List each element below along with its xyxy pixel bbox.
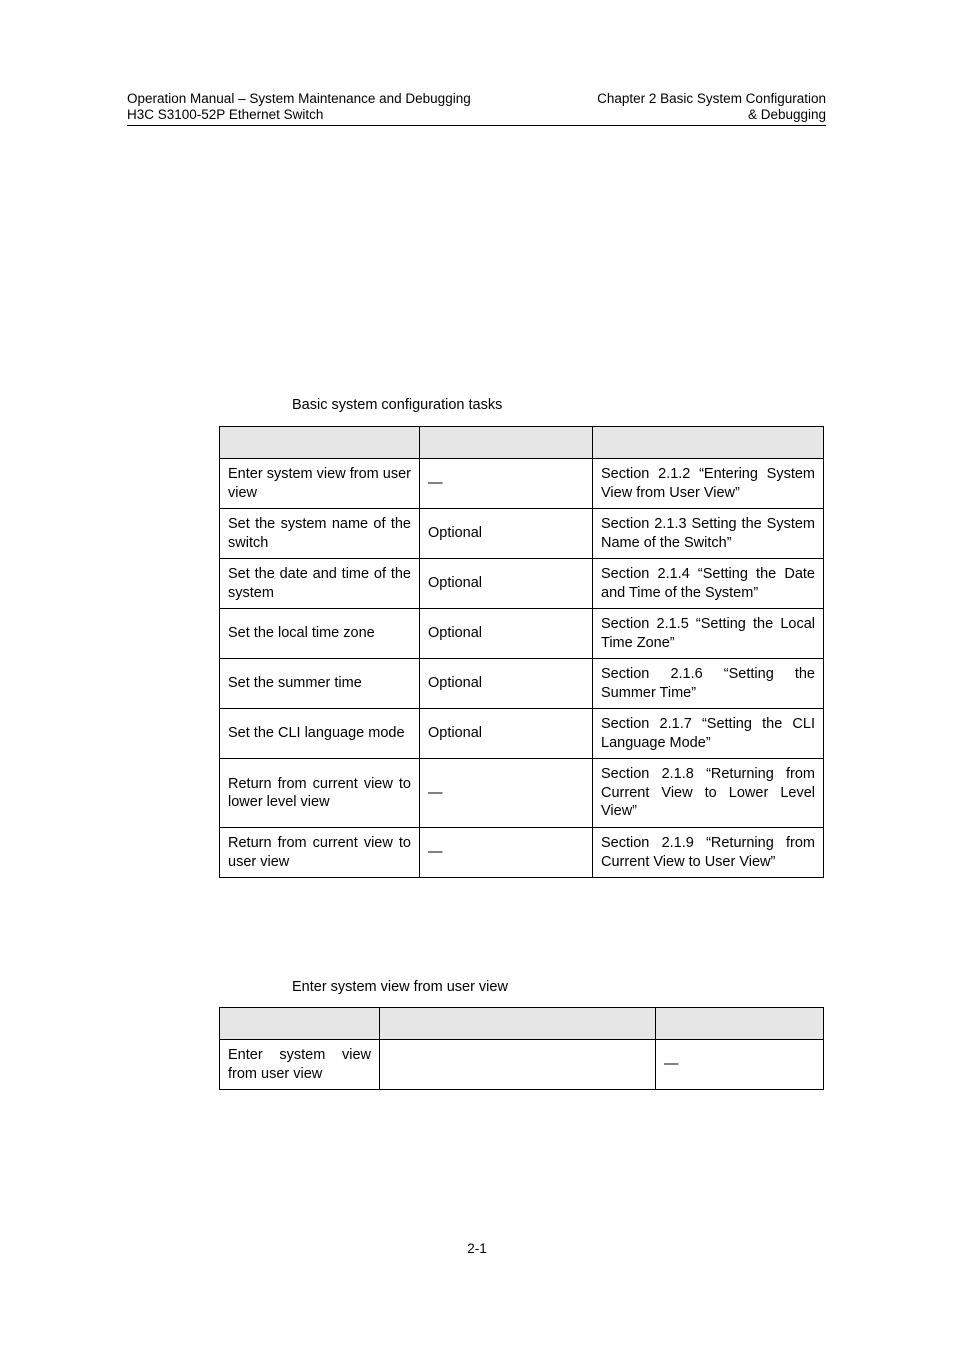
config-tasks-table (219, 426, 824, 878)
reference-cell: Section 2.1.6 “Setting the Summer Time” (593, 659, 824, 709)
remarks-cell: Optional (420, 709, 593, 759)
task-cell: Return from current view to lower level view (220, 759, 420, 828)
reference-cell: Section 2.1.9 “Returning from Current View to User View” (593, 828, 824, 878)
table-row (220, 559, 824, 609)
header-cell (420, 427, 593, 459)
header-cell (656, 1008, 824, 1040)
remarks-cell: — (656, 1040, 824, 1090)
command-cell (380, 1040, 656, 1090)
chapter-title-cont: & Debugging (747, 107, 826, 122)
page-number: 2-1 (467, 1241, 487, 1256)
remarks-cell: — (420, 828, 593, 878)
reference-cell: Section 2.1.2 “Entering System View from User View” (593, 459, 824, 509)
remarks-cell: Optional (420, 659, 593, 709)
header-cell (220, 427, 420, 459)
table-header-row (220, 1008, 824, 1040)
reference-cell: Section 2.1.8 “Returning from Current View to Lower Level View” (593, 759, 824, 828)
remarks-cell: Optional (420, 609, 593, 659)
manual-title: Operation Manual – System Maintenance and Debugging (127, 91, 471, 106)
operation-cell: Enter system view from user view (220, 1040, 380, 1090)
table-row (220, 759, 824, 828)
remarks-cell: — (420, 459, 593, 509)
task-cell: Return from current view to user view (220, 828, 420, 878)
table2-caption: Enter system view from user view (292, 979, 508, 995)
chapter-title: Chapter 2 Basic System Configuration (597, 91, 826, 106)
header-left (127, 91, 471, 123)
table-row (220, 459, 824, 509)
task-cell: Set the CLI language mode (220, 709, 420, 759)
page-header (127, 91, 826, 126)
remarks-cell: Optional (420, 509, 593, 559)
task-cell: Set the local time zone (220, 609, 420, 659)
remarks-cell: — (420, 759, 593, 828)
task-cell: Set the system name of the switch (220, 509, 420, 559)
table-row (220, 509, 824, 559)
reference-cell: Section 2.1.7 “Setting the CLI Language Mode” (593, 709, 824, 759)
task-cell: Enter system view from user view (220, 459, 420, 509)
reference-cell: Section 2.1.5 “Setting the Local Time Zone” (593, 609, 824, 659)
product-name: H3C S3100-52P Ethernet Switch (127, 107, 324, 122)
remarks-cell: Optional (420, 559, 593, 609)
header-cell (380, 1008, 656, 1040)
table1-caption: Basic system configuration tasks (292, 397, 503, 413)
reference-cell: Section 2.1.4 “Setting the Date and Time of the System” (593, 559, 824, 609)
header-cell (220, 1008, 380, 1040)
task-cell: Set the summer time (220, 659, 420, 709)
reference-cell: Section 2.1.3 Setting the System Name of the Switch” (593, 509, 824, 559)
task-cell: Set the date and time of the system (220, 559, 420, 609)
header-cell (593, 427, 824, 459)
system-view-table (219, 1007, 824, 1090)
table-row (220, 1040, 824, 1090)
header-right (597, 91, 826, 123)
table-header-row (220, 427, 824, 459)
table-row (220, 609, 824, 659)
table-row (220, 709, 824, 759)
table-row (220, 659, 824, 709)
table-row (220, 828, 824, 878)
